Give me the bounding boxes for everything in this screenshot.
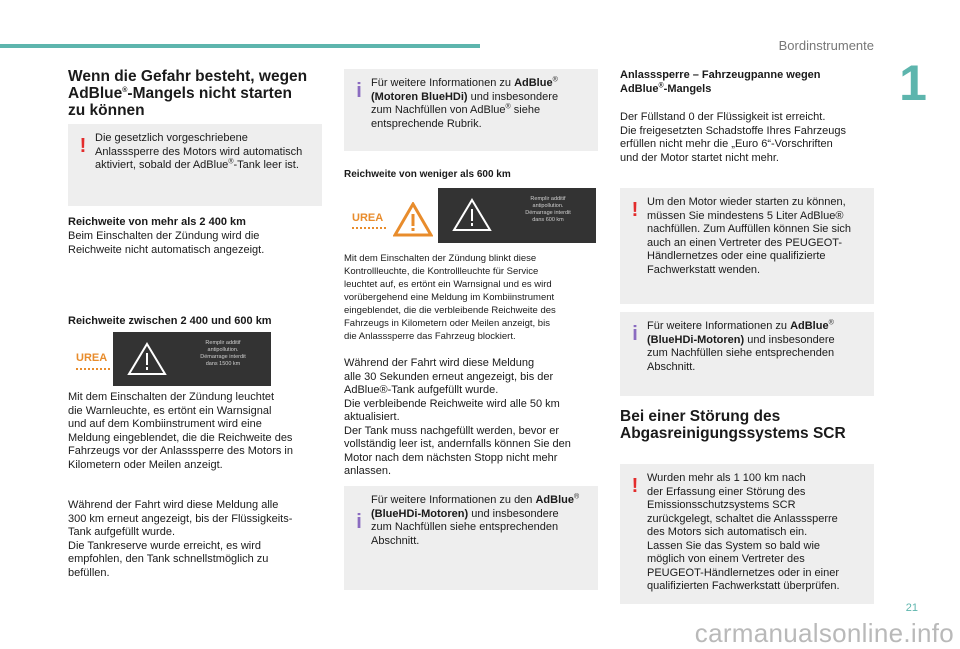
range-under-heading: Reichweite von weniger als 600 km: [344, 169, 511, 180]
section-heading-adblue-start: Wenn die Gefahr besteht, wegen AdBlue®-Mangels nicht starten zu können: [68, 68, 308, 119]
info-icon: i: [632, 323, 638, 345]
warning-triangle-icon: [127, 342, 167, 376]
lock-heading: Anlasssperre – Fahrzeugpanne wegen AdBlue®-Mangels: [620, 69, 821, 95]
urea-warning-icon: UREA: [352, 212, 384, 224]
range-between-heading: Reichweite zwischen 2 400 und 600 km: [68, 315, 272, 327]
range-under-small-text: Mit dem Einschalten der Zündung blinkt diese Kontrollleuchte, die Kontrollleuchte für Service leuchtet auf, es ertönt ein Warnsignal und es wird vorübergehend eine Meldung im Kombiinstrument eingeblendet, die die verbleibende Reichweite des Fahrzeugs in Kilometern oder Meilen anzeigt, bis die Anlasssperre das Fahrzeug blockiert.: [344, 253, 556, 342]
info-icon: i: [356, 80, 362, 102]
warning-icon: !: [631, 199, 639, 221]
page-number: 21: [905, 602, 918, 614]
info-box-adblue-1: i Für weitere Informationen zu AdBlue® (Motoren BlueHDi) und insbesondere zum Nachfüllen von AdBlue® siehe entsprechende Rubrik.: [344, 69, 598, 151]
warning-box-scr-fault: ! Wurden mehr als 1 100 km nach der Erfassung einer Störung des Emissionsschutzsystems SCR zurückgelegt, schaltet die Anlasssperre des Motors sich automatisch ein. Lassen Sie das System so bald wie möglich von einem Vertreter des PEUGEOT-Händlernetzes oder in einer qualifizierten Fachwerkstatt überprüfen.: [620, 464, 874, 604]
watermark: carmanualsonline.info: [694, 618, 954, 648]
service-warning-icon: [393, 202, 433, 238]
info-box-adblue-2: i Für weitere Informationen zu den AdBlue® (BlueHDi-Motoren) und insbesondere zum Nachfüllen siehe entsprechenden Abschnitt.: [344, 486, 598, 590]
range-between-text-2: Während der Fahrt wird diese Meldung alle 300 km erneut angezeigt, bis der Flüssigkeits- Tank aufgefüllt wurde. Die Tankreserve wurde erreicht, es wird empfohlen, den Tank schnellstmöglich zu befüllen.: [68, 499, 293, 579]
urea-wave-icon: [76, 366, 110, 370]
range-under-text: Während der Fahrt wird diese Meldung alle 30 Sekunden erneut angezeigt, bis der AdBlue®-Tank aufgefüllt wurde. Die verbleibende Reichweite wird alle 50 km aktualisiert. Der Tank muss nachgefüllt werden, bevor er vollständig leer ist, andernfalls können Sie den Motor nach dem nächsten Stopp nicht mehr anlassen.: [344, 357, 571, 477]
urea-wave-icon: [352, 225, 386, 229]
range-between-text-1: Mit dem Einschalten der Zündung leuchtet die Warnleuchte, es ertönt ein Warnsignal und auf dem Kombiinstrument wird eine Meldung eingeblendet, die die Reichweite des Fahrzeugs vor der Anlasssperre des Motors in Kilometern oder Meilen anzeigt.: [68, 391, 293, 471]
section-title: Bordinstrumente: [778, 38, 874, 53]
header-accent-bar: [0, 44, 480, 48]
info-box-adblue-3: i Für weitere Informationen zu AdBlue® (BlueHDi-Motoren) und insbesondere zum Nachfüllen siehe entsprechenden Abschnitt.: [620, 312, 874, 396]
dashboard-display-600: Remplir additif antipollution. Démarrage interdit dans 600 km: [438, 188, 596, 243]
info-icon: i: [356, 511, 362, 533]
warning-box-anlasssperre: ! Die gesetzlich vorgeschriebene Anlasssperre des Motors wird automatisch aktiviert, sobald der AdBlue®-Tank leer ist.: [68, 124, 322, 206]
warning-box-restart: ! Um den Motor wieder starten zu können, müssen Sie mindestens 5 Liter AdBlue® nachfüllen. Zum Auffüllen können Sie sich auch an einen Vertreter des PEUGEOT- Händlernetzes oder eine qualifizierte Fachwerkstatt wenden.: [620, 188, 874, 304]
warning-icon: !: [631, 475, 639, 497]
dashboard-display-1500: Remplir additif antipollution. Démarrage interdit dans 1500 km: [113, 332, 271, 386]
warning-icon: !: [79, 135, 87, 157]
range-over-heading: Reichweite von mehr als 2 400 km: [68, 216, 246, 228]
lock-text: Der Füllstand 0 der Flüssigkeit ist erreicht. Die freigesetzten Schadstoffe Ihres Fahrzeugs erfüllen nicht mehr die „Euro 6“-Vorschriften und der Motor startet nicht mehr.: [620, 111, 847, 164]
urea-warning-icon: UREA: [76, 352, 108, 364]
range-over-text: Beim Einschalten der Zündung wird die Reichweite nicht automatisch angezeigt.: [68, 230, 265, 256]
chapter-number: 1: [899, 55, 927, 111]
section-heading-scr-fault: Bei einer Störung des Abgasreinigungssystems SCR: [620, 408, 846, 442]
warning-triangle-icon: [452, 198, 492, 232]
